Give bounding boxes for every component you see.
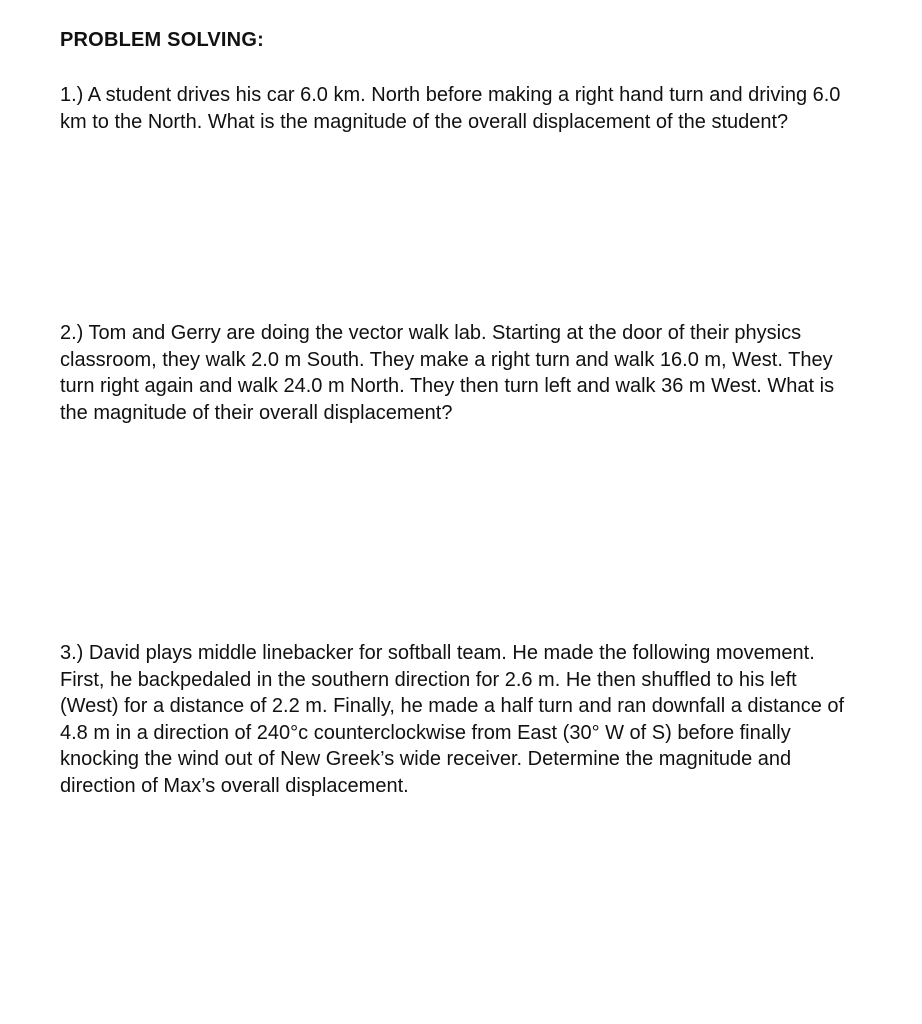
problem-2-text: 2.) Tom and Gerry are doing the vector walk lab. Starting at the door of their physics classroom, they walk 2.0 m South. They make a right turn and walk 16.0 m, West. They turn right again and walk 24.0 m North. They then turn left and walk 36 m West. What is the magnitude of their overall displacement? xyxy=(60,322,835,424)
problem-1-text: 1.) A student drives his car 6.0 km. North before making a right hand turn and driving 6.0 km to the North. What is the magnitude of the overall displacement of the student? xyxy=(60,84,841,133)
worksheet-heading: PROBLEM SOLVING: xyxy=(60,29,264,51)
problem-3-text: 3.) David plays middle linebacker for softball team. He made the following movement. First, he backpedaled in the southern direction for 2.6 m. He then shuffled to his left (West) for a distance of 2.2 m. Finally, he made a half turn and ran downfall a distance of 4.8 m in a direction of 240°c counterclockwise from East (30° W of S) before finally knocking the wind out of New Greek’s wide receiver. Determine the magnitude and direction of Max’s overall displacement. xyxy=(60,642,845,797)
